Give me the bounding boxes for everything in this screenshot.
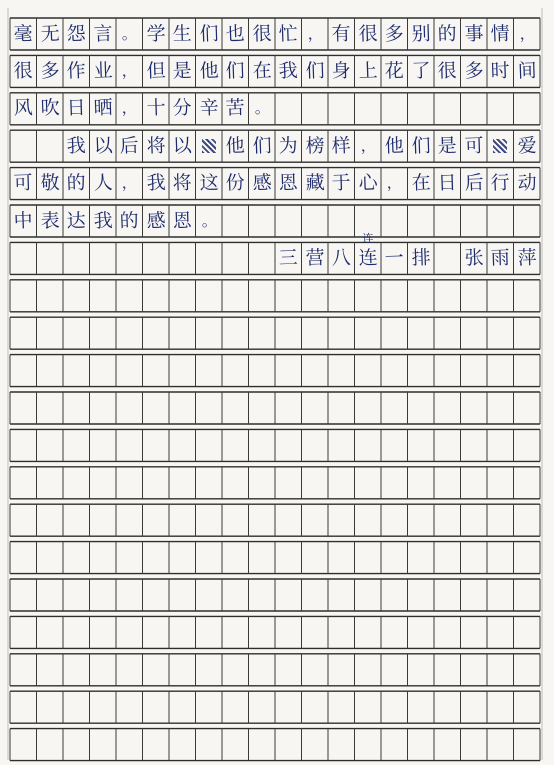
text-cell: 雨	[490, 246, 511, 270]
text-cell	[10, 146, 36, 147]
text-cell: 榜	[304, 134, 325, 158]
text-cell: 张	[463, 246, 484, 270]
text-cell: 排	[410, 246, 431, 270]
text-cell: 行	[490, 171, 511, 195]
text-cell	[249, 258, 275, 259]
text-cell: 爱	[516, 134, 537, 158]
text-cell: 后	[463, 171, 484, 195]
text-row	[10, 168, 540, 200]
text-cell: 怨	[66, 22, 87, 45]
text-cell: ，	[121, 99, 138, 118]
text-cell: 达	[66, 209, 87, 232]
text-cell: 以	[172, 134, 193, 158]
text-cell: 很	[357, 22, 378, 45]
text-cell	[37, 146, 63, 147]
text-cell	[434, 108, 460, 109]
text-cell: 感	[251, 171, 272, 195]
text-cell: 我	[278, 59, 299, 83]
text-cell: 事	[463, 22, 484, 45]
text-cell: 一	[384, 246, 405, 270]
text-cell: 忙	[278, 22, 299, 45]
text-cell: 时	[490, 59, 511, 83]
text-cell: 我	[66, 134, 87, 158]
text-cell: 人	[92, 171, 113, 195]
text-cell: 萍	[516, 246, 537, 270]
text-cell	[116, 258, 142, 259]
text-cell: 风	[13, 96, 34, 120]
text-cell	[408, 108, 434, 109]
text-cell: 生	[172, 22, 193, 45]
text-cell: 上	[357, 59, 378, 83]
text-cell: 多	[39, 59, 60, 83]
text-cell: 是	[437, 134, 458, 158]
text-cell: 很	[437, 59, 458, 83]
text-cell: ，	[518, 24, 535, 43]
text-row	[10, 18, 540, 50]
text-cell: 们	[251, 134, 272, 158]
text-cell	[461, 108, 487, 109]
text-cell: 恩	[278, 171, 299, 195]
text-cell: 将	[145, 134, 166, 158]
text-cell: 中	[13, 209, 34, 232]
text-cell: 言	[92, 22, 113, 45]
text-cell	[381, 108, 407, 109]
text-cell	[355, 221, 381, 222]
text-cell: 以	[92, 134, 113, 158]
text-cell: 十	[145, 96, 166, 120]
text-cell: 业	[92, 59, 113, 83]
text-cell: 日	[66, 96, 87, 120]
text-row	[10, 93, 540, 125]
text-cell: 心	[357, 171, 378, 195]
text-cell: 我	[145, 171, 166, 195]
text-cell: 在	[410, 171, 431, 195]
text-cell: 了	[410, 59, 431, 83]
text-cell: 的	[437, 22, 458, 45]
text-cell: 苦	[225, 96, 246, 120]
text-cell: 晒	[92, 96, 113, 120]
text-cell	[196, 258, 222, 259]
text-cell: 感	[145, 209, 166, 232]
text-cell: 样	[331, 134, 352, 158]
text-cell	[302, 108, 328, 109]
text-cell: 花	[384, 59, 405, 83]
inserted-correction: 连	[362, 232, 374, 246]
text-cell: 我	[92, 209, 113, 232]
text-cell: 们	[410, 134, 431, 158]
text-cell: 学	[145, 22, 166, 45]
text-cell	[461, 221, 487, 222]
text-cell: 的	[66, 171, 87, 195]
text-row	[10, 242, 540, 274]
text-cell: 但	[145, 59, 166, 83]
text-row	[10, 130, 540, 162]
text-cell	[37, 258, 63, 259]
text-cell: 多	[463, 59, 484, 83]
text-cell: 他	[225, 134, 246, 158]
text-cell: 分	[172, 96, 193, 120]
text-cell: 间	[516, 59, 537, 83]
text-cell: 辛	[198, 96, 219, 120]
text-cell	[514, 108, 540, 109]
text-cell	[434, 258, 460, 259]
text-cell: 于	[331, 171, 352, 195]
text-row	[10, 205, 540, 237]
text-cell	[275, 221, 301, 222]
text-cell: 很	[251, 22, 272, 45]
text-cell: 连	[357, 246, 378, 270]
text-cell: ，	[121, 173, 138, 193]
text-cell: 的	[119, 209, 140, 232]
text-cell	[328, 221, 354, 222]
text-cell: 三	[278, 246, 299, 270]
text-cell: 表	[39, 209, 60, 232]
text-cell: 。	[200, 211, 217, 230]
text-cell	[275, 108, 301, 109]
text-cell: 。	[253, 99, 270, 118]
text-cell: 将	[172, 171, 193, 195]
text-cell: 身	[331, 59, 352, 83]
text-cell	[10, 258, 36, 259]
text-cell	[249, 221, 275, 222]
text-cell	[63, 258, 89, 259]
text-cell	[143, 258, 169, 259]
text-cell	[514, 221, 540, 222]
text-cell: 营	[304, 246, 325, 270]
text-cell: 藏	[304, 171, 325, 195]
text-cell: 是	[172, 59, 193, 83]
text-cell: 无	[39, 22, 60, 45]
text-cell: 吹	[39, 96, 60, 120]
text-cell: 们	[225, 59, 246, 83]
text-cell	[408, 221, 434, 222]
text-cell	[90, 258, 116, 259]
struck-character	[202, 139, 216, 153]
text-cell: 作	[66, 59, 87, 83]
struck-character	[493, 139, 507, 153]
text-cell: 他	[384, 134, 405, 158]
text-cell	[328, 108, 354, 109]
text-cell: 在	[251, 59, 272, 83]
text-cell: 可	[463, 134, 484, 158]
text-cell	[222, 258, 248, 259]
text-cell: 这	[198, 171, 219, 195]
text-cell: 毫	[13, 22, 34, 45]
text-cell	[487, 108, 513, 109]
text-cell	[487, 221, 513, 222]
text-cell: 。	[121, 24, 138, 43]
text-cell: 们	[304, 59, 325, 83]
text-cell: 敬	[39, 171, 60, 195]
text-cell: 恩	[172, 209, 193, 232]
text-cell	[222, 221, 248, 222]
text-cell	[381, 221, 407, 222]
text-cell: 动	[516, 171, 537, 195]
text-cell: ，	[306, 24, 323, 43]
text-cell: ，	[359, 136, 376, 155]
text-cell: 为	[278, 134, 299, 158]
text-cell: 情	[490, 22, 511, 45]
text-cell	[169, 258, 195, 259]
text-cell: 份	[225, 171, 246, 195]
text-cell	[355, 108, 381, 109]
text-cell: ，	[386, 173, 403, 193]
text-cell: 多	[384, 22, 405, 45]
text-cell	[434, 221, 460, 222]
text-cell: 他	[198, 59, 219, 83]
text-cell: 后	[119, 134, 140, 158]
text-cell: 八	[331, 246, 352, 270]
text-cell: 也	[225, 22, 246, 45]
text-cell: 别	[410, 22, 431, 45]
text-cell: 可	[13, 171, 34, 195]
text-cell: ，	[121, 61, 138, 81]
text-cell: 日	[437, 171, 458, 195]
text-cell: 有	[331, 22, 352, 45]
text-row	[10, 55, 540, 87]
text-cell: 们	[198, 22, 219, 45]
text-cell	[302, 221, 328, 222]
text-cell: 很	[13, 59, 34, 83]
